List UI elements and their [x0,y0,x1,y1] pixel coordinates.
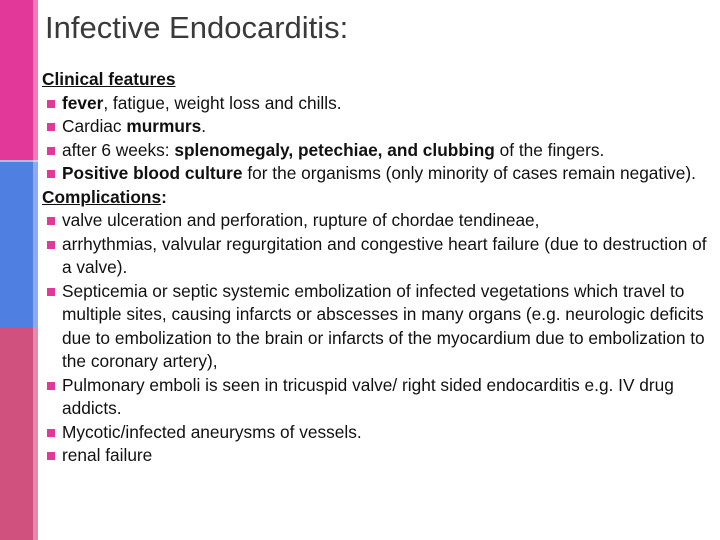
square-bullet-icon [47,217,55,225]
item-text: arrhythmias, valvular regurgitation and congestive heart failure (due to destruction of a valve). [62,233,707,277]
list-item [44,421,714,445]
heading-colon: : [161,186,167,207]
item-text: , fatigue, weight loss and chills. [103,92,342,113]
item-text: Septicemia or septic systemic embolization of infected vegetations which travel to multiple sites, causing infarcts or abscesses in many organs (e.g. neurologic deficits due to embolization to the brain or infarcts of the myocardium due to embolization to the coronary artery), [62,280,705,371]
list-item [44,209,714,233]
square-bullet-icon [47,429,55,437]
item-text: . [201,116,207,136]
complications-heading [42,186,714,210]
bold-term: fever [62,92,104,113]
item-text: valve ulceration and perforation, rupture of chordae tendineae, [62,210,540,230]
clinical-features-heading [42,68,714,92]
list-item [44,374,714,421]
item-text: of the fingers. [494,139,605,160]
complications-heading-text: Complications [42,186,162,207]
list-item [44,139,714,163]
item-text: Mycotic/infected aneurysms of vessels. [62,421,362,442]
square-bullet-icon [47,170,55,178]
bold-term: splenomegaly, petechiae, and clubbing [174,139,495,160]
slide-body [42,68,714,468]
square-bullet-icon [47,123,55,131]
list-item [44,233,714,280]
bold-term: Positive blood culture [62,163,243,183]
square-bullet-icon [47,241,55,249]
list-item [44,280,714,374]
square-bullet-icon [47,147,55,155]
square-bullet-icon [47,288,55,296]
item-text: after 6 weeks: [62,139,175,160]
item-text: for the organisms (only minority of cases remain negative). [242,163,696,183]
item-text: renal failure [62,445,153,465]
square-bullet-icon [47,382,55,390]
item-text: Cardiac [62,116,127,136]
square-bullet-icon [47,452,55,460]
square-bullet-icon [47,100,55,108]
list-item [44,444,714,468]
list-item [44,115,714,139]
slide-title: Infective Endocarditis: [45,10,349,45]
list-item [44,92,714,116]
bold-term: murmurs [126,116,202,136]
item-text: Pulmonary emboli is seen in tricuspid valve/ right sided endocarditis e.g. IV drug addicts. [62,374,674,418]
accent-highlight [33,0,38,540]
side-accent-bar [0,0,38,540]
list-item [44,162,714,186]
clinical-features-heading-text: Clinical features [42,69,176,89]
